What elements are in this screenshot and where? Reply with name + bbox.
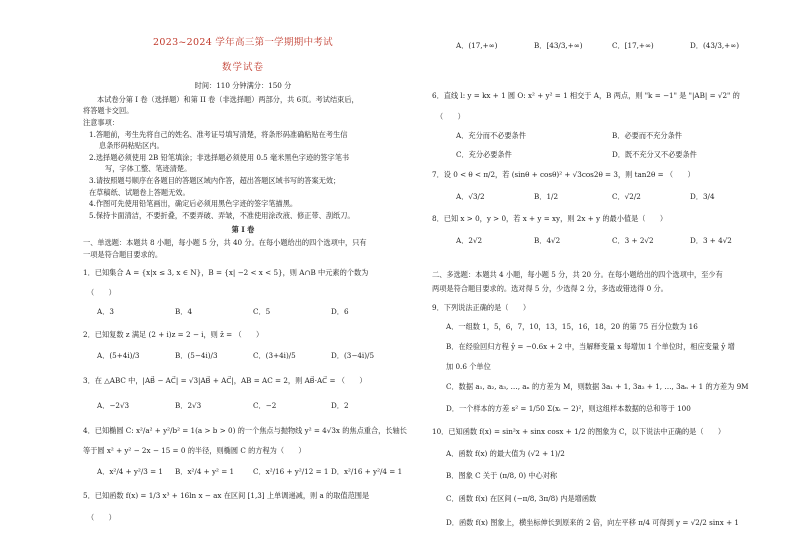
option-a: A．√3/2 <box>456 192 485 201</box>
question-9-option-d: D．一个样本的方差 s² = 1/50 Σ(xᵢ − 2)²，则这组样本数据的总和等于 100 <box>446 404 691 413</box>
question-8-options <box>456 236 768 246</box>
option-c: C．3 + 2√2 <box>612 236 654 245</box>
question-1-stem: 1．已知集合 A = {x|x ≤ 3, x ∈ N}，B = {x| −2 < x < 5}，则 A∩B 中元素的个数为 <box>83 268 369 277</box>
option-c: C．5 <box>253 307 271 316</box>
option-b: B．[43/3,+∞) <box>534 41 583 50</box>
question-3-options <box>97 401 409 411</box>
option-a: A．3 <box>97 307 114 316</box>
question-2-options <box>97 351 409 361</box>
option-d: D．既不充分又不必要条件 <box>612 150 697 159</box>
part1-label: 第 I 卷 <box>231 225 255 234</box>
section2-desc: 两项是符合题目要求的。选对得 5 分，少选得 2 分，多选或错选得 0 分。 <box>432 284 668 293</box>
option-b: B．(5−4i)/3 <box>175 351 218 360</box>
question-10-option-a: A．函数 f(x) 的最大值为 (√2 + 1)/2 <box>446 449 565 458</box>
answer-paren: （ ） <box>436 112 465 121</box>
exam-subtitle: 数学试卷 <box>221 62 264 73</box>
question-5-stem: 5．已知函数 f(x) = 1/3 x³ + 16ln x − ax 在区间 [1,3] 上单调递减，则 a 的取值范围是 <box>83 491 370 500</box>
option-d: D．6 <box>331 307 349 316</box>
intro-line: 5.保持卡面清洁，不要折叠，不要弄破、弄皱，不准使用涂改液、修正带、刮纸刀。 <box>89 211 355 220</box>
question-6-options-row2 <box>456 150 732 160</box>
option-b: B．必要而不充分条件 <box>612 131 682 140</box>
question-1-options <box>97 307 409 317</box>
option-b: B．4√2 <box>534 236 561 245</box>
question-10-stem: 10．已知函数 f(x) = sin²x + sinx cosx + 1/2 的图象为 C，以下说法中正确的是（ ） <box>432 427 726 436</box>
option-d: D．3 + 4√2 <box>690 236 732 245</box>
question-9-option-a: A．一组数 1，5，6，7，10，13，15，16，18，20 的第 75 百分位数为 16 <box>446 322 698 331</box>
option-d: D．(43/3,+∞) <box>690 41 739 50</box>
question-4-stem: 等于圆 x² + y² − 2x − 15 = 0 的半径，则椭圆 C 的方程为（ ） <box>83 446 306 455</box>
question-4-options <box>97 467 409 477</box>
question-9-stem: 9．下列说法正确的是（ ） <box>432 303 531 312</box>
option-c: C．(3+4i)/5 <box>253 351 296 360</box>
question-3-stem: 3．在 △ABC 中，|AB⃗ − AC⃗| = √3|AB⃗ + AC⃗|，AB = AC = 2，则 AB⃗·AC⃗ = （ ） <box>83 376 367 385</box>
question-10-option-b: B．图象 C 关于 (π/8, 0) 中心对称 <box>446 471 558 480</box>
intro-line: 息条形码粘贴区内。 <box>99 141 164 150</box>
question-2-stem: 2．已知复数 z 满足 (2 + i)z = 2 − i，则 z̄ = （ ） <box>83 330 264 339</box>
question-10-option-c: C．函数 f(x) 在区间 (−π/8, 3π/8) 内是增函数 <box>446 494 597 503</box>
intro-line: 将答题卡交回。 <box>83 106 134 115</box>
question-9-option-b: B．在经验回归方程 ŷ = −0.6x + 2 中，当解释变量 x 每增加 1 个单位时，相应变量 ŷ 增 <box>446 342 735 351</box>
intro-line: 写，字体工整、笔迹清楚。 <box>105 164 192 173</box>
option-c: C．充分必要条件 <box>456 150 512 159</box>
option-b: B．2√3 <box>175 401 202 410</box>
intro-line: 注意事项： <box>83 118 119 127</box>
question-8-stem: 8．已知 x > 0，y > 0，若 x + y = xy，则 2x + y 的最小值是（ ） <box>432 214 668 223</box>
section2-desc: 二、多选题：本题共 4 小题，每小题 5 分，共 20 分。在每小题给出的四个选项中，至少有 <box>432 270 723 279</box>
intro-line: 4.作图可先使用铅笔画出，确定后必须用黑色字迹的签字笔描黑。 <box>89 199 298 208</box>
question-7-stem: 7．设 0 < θ < π/2，若 (sinθ + cosθ)² + √3cos2θ = 3，则 tan2θ = （ ） <box>432 170 695 179</box>
option-a: A．(5+4i)/3 <box>97 351 140 360</box>
option-d: D．3/4 <box>690 192 715 201</box>
section1-desc: 一、单选题：本题共 8 小题，每小题 5 分，共 40 分。在每小题给出的四个选项中，只有 <box>83 238 367 247</box>
question-6-options-row1 <box>456 131 732 141</box>
option-c: C．x²/16 + y²/12 = 1 <box>253 467 329 476</box>
question-7-options <box>456 192 768 202</box>
intro-line: 在草稿纸、试题卷上答题无效。 <box>89 188 190 197</box>
option-a: A．2√2 <box>456 236 483 245</box>
section1-desc: 一项是符合题目要求的。 <box>83 250 163 259</box>
question-5-options <box>456 41 768 51</box>
question-9-option-b-cont: 加 0.6 个单位 <box>446 362 491 371</box>
answer-paren: （ ） <box>87 288 116 297</box>
option-a: A．x²/4 + y²/3 = 1 <box>97 467 164 476</box>
question-6-stem: 6．直线 l: y = kx + 1 圆 O: x² + y² = 1 相交于 A，B 两点，则 "k = −1" 是 "|AB| = √2" 的 <box>432 91 740 100</box>
intro-line: 1.答题前，考生先将自己的姓名、准考证号填写清楚，将条形码准确粘贴在考生信 <box>89 130 348 139</box>
option-a: A．−2√3 <box>97 401 130 410</box>
question-10-option-d: D．函数 f(x) 图象上，横坐标伸长到原来的 2 倍，向左平移 π/4 可得到 y = √2/2 sinx + 1 <box>446 518 739 527</box>
option-a: A．(17,+∞) <box>456 41 498 50</box>
option-d: D．(3−4i)/5 <box>331 351 375 360</box>
option-a: A．充分而不必要条件 <box>456 131 526 140</box>
option-c: C．[17,+∞) <box>612 41 654 50</box>
option-d: D．2 <box>331 401 349 410</box>
option-d: D．x²/16 + y²/4 = 1 <box>331 467 403 476</box>
time-score: 时间：110 分钟满分：150 分 <box>194 81 292 90</box>
exam-title: 2023~2024 学年高三第一学期期中考试 <box>153 37 333 48</box>
question-9-option-c: C．数据 a₁, a₂, a₃, …, aₙ 的方差为 M，则数据 3a₁ + 1, 3a₂ + 1, …, 3aₙ + 1 的方差为 9M <box>446 382 749 391</box>
question-4-stem: 4．已知椭圆 C: x²/a² + y²/b² = 1(a > b > 0) 的一个焦点与抛物线 y² = 4√3x 的焦点重合，长轴长 <box>83 426 407 435</box>
intro-line: 2.选择题必须使用 2B 铅笔填涂；非选择题必须使用 0.5 毫米黑色字迹的签字笔书 <box>89 153 350 162</box>
option-c: C．−2 <box>253 401 277 410</box>
intro-line: 本试卷分第 I 卷（选择题）和第 II 卷（非选择题）两部分，共 6页。考试结束后， <box>97 95 359 104</box>
option-b: B．4 <box>175 307 193 316</box>
option-b: B．1/2 <box>534 192 559 201</box>
option-c: C．√2/2 <box>612 192 641 201</box>
option-b: B．x²/4 + y² = 1 <box>175 467 235 476</box>
intro-line: 3.请按照题号顺序在各题目的答题区域内作答，超出答题区域书写的答案无效； <box>89 176 341 185</box>
answer-paren: （ ） <box>87 513 116 522</box>
